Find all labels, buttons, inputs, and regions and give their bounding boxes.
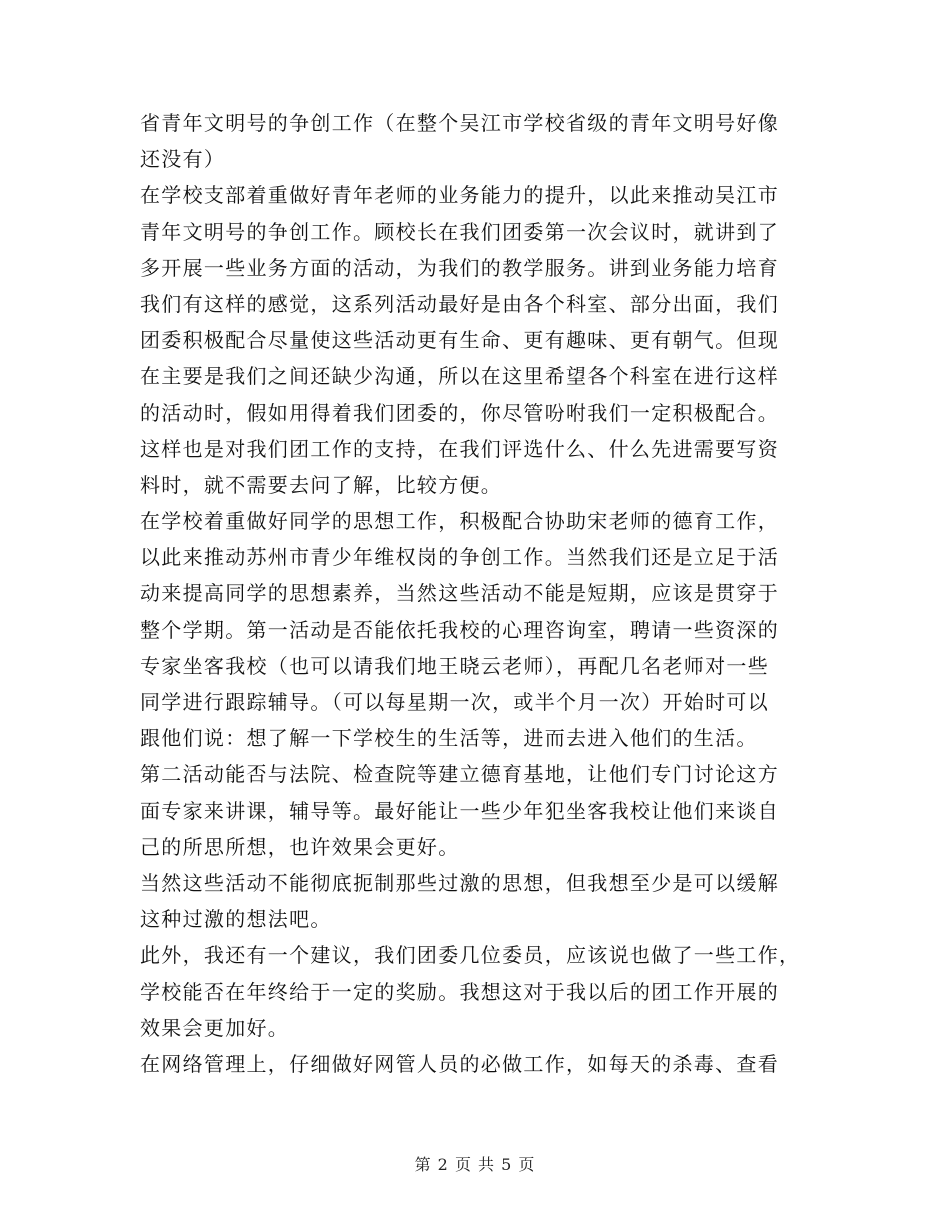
text-line: 跟他们说：想了解一下学校生的生活等，进而去进入他们的生活。 <box>140 726 758 751</box>
text-line: 青年文明号的争创工作。顾校长在我们团委第一次会议时，就讲到了 <box>140 219 779 244</box>
text-line: 此外，我还有一个建议，我们团委几位委员，应该说也做了一些工作， <box>140 943 801 968</box>
text-line: 在学校着重做好同学的思想工作，积极配合协助宋老师的德育工作， <box>140 509 779 534</box>
text-line: 第二活动能否与法院、检查院等建立德育基地，让他们专门讨论这方 <box>140 762 779 787</box>
text-line: 的活动时，假如用得着我们团委的，你尽管吩咐我们一定积极配合。 <box>140 400 779 425</box>
text-line: 动来提高同学的思想素养，当然这些活动不能是短期，应该是贯穿于 <box>140 581 779 606</box>
text-line: 料时，就不需要去问了解，比较方便。 <box>140 472 503 497</box>
document-body <box>140 105 810 1082</box>
text-line: 我们有这样的感觉，这系列活动最好是由各个科室、部分出面，我们 <box>140 291 779 316</box>
text-line: 专家坐客我校（也可以请我们地王晓云老师），再配几名老师对一些 <box>140 653 769 678</box>
text-line: 还没有） <box>140 147 226 172</box>
text-line: 省青年文明号的争创工作（在整个吴江市学校省级的青年文明号好像 <box>140 111 779 135</box>
text-line: 在学校支部着重做好青年老师的业务能力的提升，以此来推动吴江市 <box>140 183 779 208</box>
text-line: 整个学期。第一活动是否能依托我校的心理咨询室，聘请一些资深的 <box>140 617 779 642</box>
text-line: 己的所思所想，也许效果会更好。 <box>140 834 460 859</box>
text-line: 效果会更加好。 <box>140 1015 290 1040</box>
text-line: 在主要是我们之间还缺少沟通，所以在这里希望各个科室在进行这样 <box>140 364 779 389</box>
text-line: 这种过激的想法吧。 <box>140 907 332 932</box>
text-line: 团委积极配合尽量使这些活动更有生命、更有趣味、更有朝气。但现 <box>140 328 779 353</box>
text-line: 当然这些活动不能彻底扼制那些过激的思想，但我想至少是可以缓解 <box>140 870 779 895</box>
text-line: 在网络管理上，仔细做好网管人员的必做工作，如每天的杀毒、查看 <box>140 1051 779 1076</box>
page-footer: 第 2 页 共 5 页 <box>414 1155 536 1174</box>
text-line: 以此来推动苏州市青少年维权岗的争创工作。当然我们还是立足于活 <box>140 545 779 570</box>
text-line: 学校能否在年终给于一定的奖励。我想这对于我以后的团工作开展的 <box>140 979 779 1004</box>
text-line: 多开展一些业务方面的活动，为我们的教学服务。讲到业务能力培育 <box>140 255 779 280</box>
text-line: 面专家来讲课，辅导等。最好能让一些少年犯坐客我校让他们来谈自 <box>140 798 779 823</box>
text-line: 这样也是对我们团工作的支持，在我们评选什么、什么先进需要写资 <box>140 436 779 461</box>
text-line: 同学进行跟踪辅导。（可以每星期一次，或半个月一次）开始时可以 <box>140 690 769 714</box>
